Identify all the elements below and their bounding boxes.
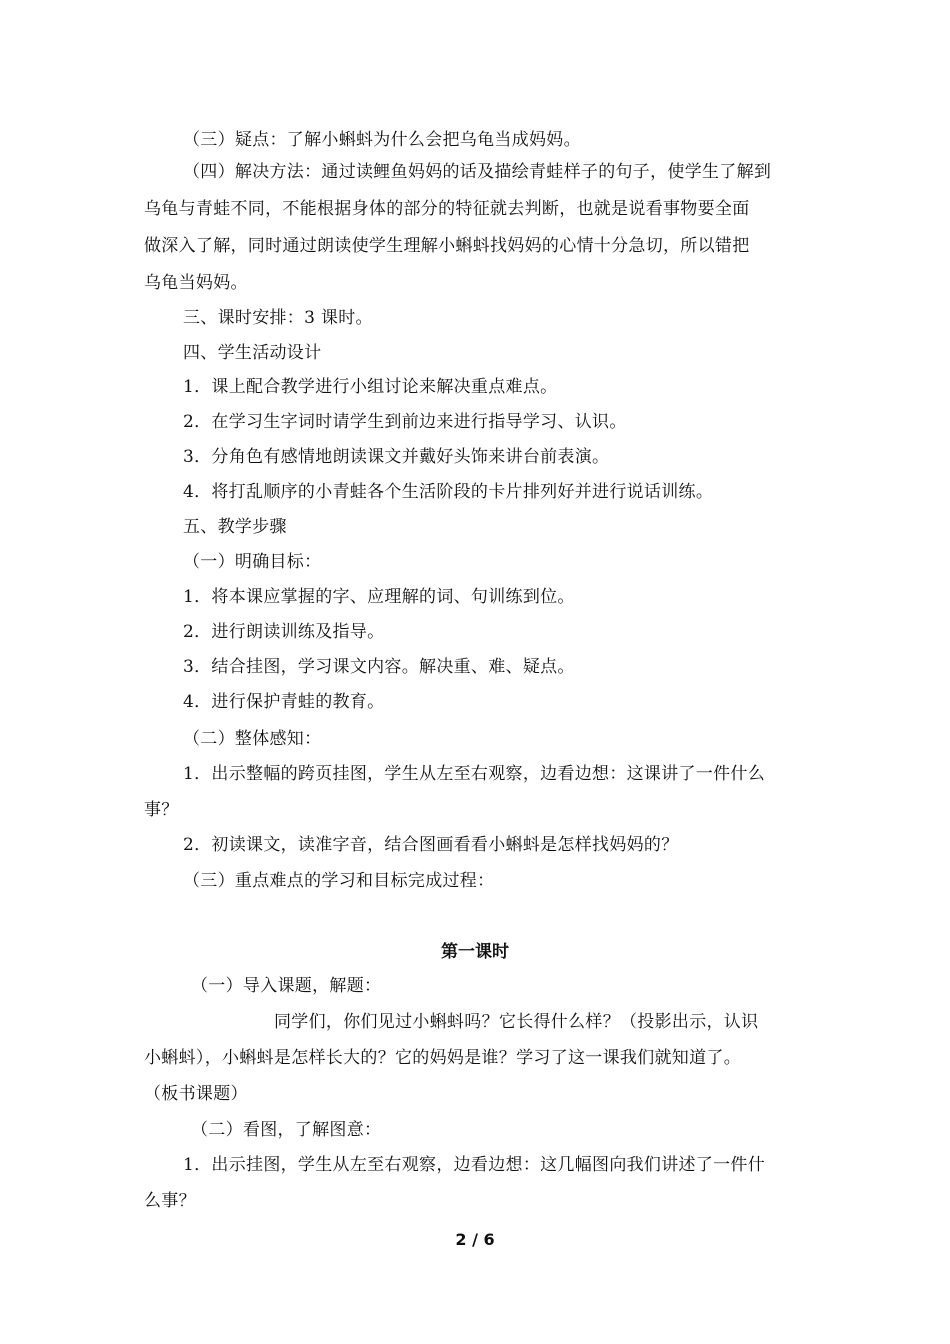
text-line: 1．将本课应掌握的字、应理解的词、句训练到位。 <box>183 587 575 607</box>
text-line: 3．结合挂图，学习课文内容。解决重、难、疑点。 <box>183 657 575 677</box>
text-line: （板书课题） <box>144 1084 248 1104</box>
text-line: 1．课上配合教学进行小组讨论来解决重点难点。 <box>183 377 558 397</box>
text-line: 4．将打乱顺序的小青蛙各个生活阶段的卡片排列好并进行说话训练。 <box>183 482 714 502</box>
text-line: 1．出示整幅的跨页挂图，学生从左至右观察，边看边想：这课讲了一件什么 <box>183 764 766 784</box>
text-line: 4．进行保护青蛙的教育。 <box>183 692 385 712</box>
text-line: 同学们，你们见过小蝌蚪吗？它长得什么样？（投影出示，认识 <box>274 1012 759 1032</box>
text-line: 3．分角色有感情地朗读课文并戴好头饰来讲台前表演。 <box>183 447 610 467</box>
text-line: （二）看图，了解图意： <box>191 1120 382 1140</box>
text-line: 乌龟当妈妈。 <box>144 273 248 293</box>
text-line: 做深入了解，同时通过朗读使学生理解小蝌蚪找妈妈的心情十分急切，所以错把 <box>144 236 750 256</box>
text-line: 三、课时安排：3 课时。 <box>183 308 373 328</box>
text-line: （一）导入课题，解题： <box>191 976 382 996</box>
text-line: 2．进行朗读训练及指导。 <box>183 622 385 642</box>
text-line: 么事？ <box>144 1191 196 1211</box>
text-line: 小蝌蚪），小蝌蚪是怎样长大的？它的妈妈是谁？学习了这一课我们就知道了。 <box>144 1048 741 1068</box>
text-line: 事？ <box>144 800 179 820</box>
text-line: （三）疑点：了解小蝌蚪为什么会把乌龟当成妈妈。 <box>183 130 581 150</box>
text-line: （三）重点难点的学习和目标完成过程： <box>183 871 495 891</box>
page-number: 2 / 6 <box>455 1230 495 1249</box>
text-line: （四）解决方法：通过读鲤鱼妈妈的话及描绘青蛙样子的句子，使学生了解到 <box>183 162 772 182</box>
text-line: 五、教学步骤 <box>183 517 287 537</box>
section-title: 第一课时 <box>441 942 509 962</box>
text-line: 1．出示挂图，学生从左至右观察，边看边想：这几幅图向我们讲述了一件什 <box>183 1155 766 1175</box>
text-line: 四、学生活动设计 <box>183 343 322 363</box>
text-line: 乌龟与青蛙不同，不能根据身体的部分的特征就去判断，也就是说看事物要全面 <box>144 199 750 219</box>
text-line: 2．在学习生字词时请学生到前边来进行指导学习、认识。 <box>183 412 627 432</box>
text-line: （一）明确目标： <box>183 552 322 572</box>
text-line: （二）整体感知： <box>183 729 322 749</box>
text-line: 2．初读课文，读准字音，结合图画看看小蝌蚪是怎样找妈妈的？ <box>183 835 679 855</box>
